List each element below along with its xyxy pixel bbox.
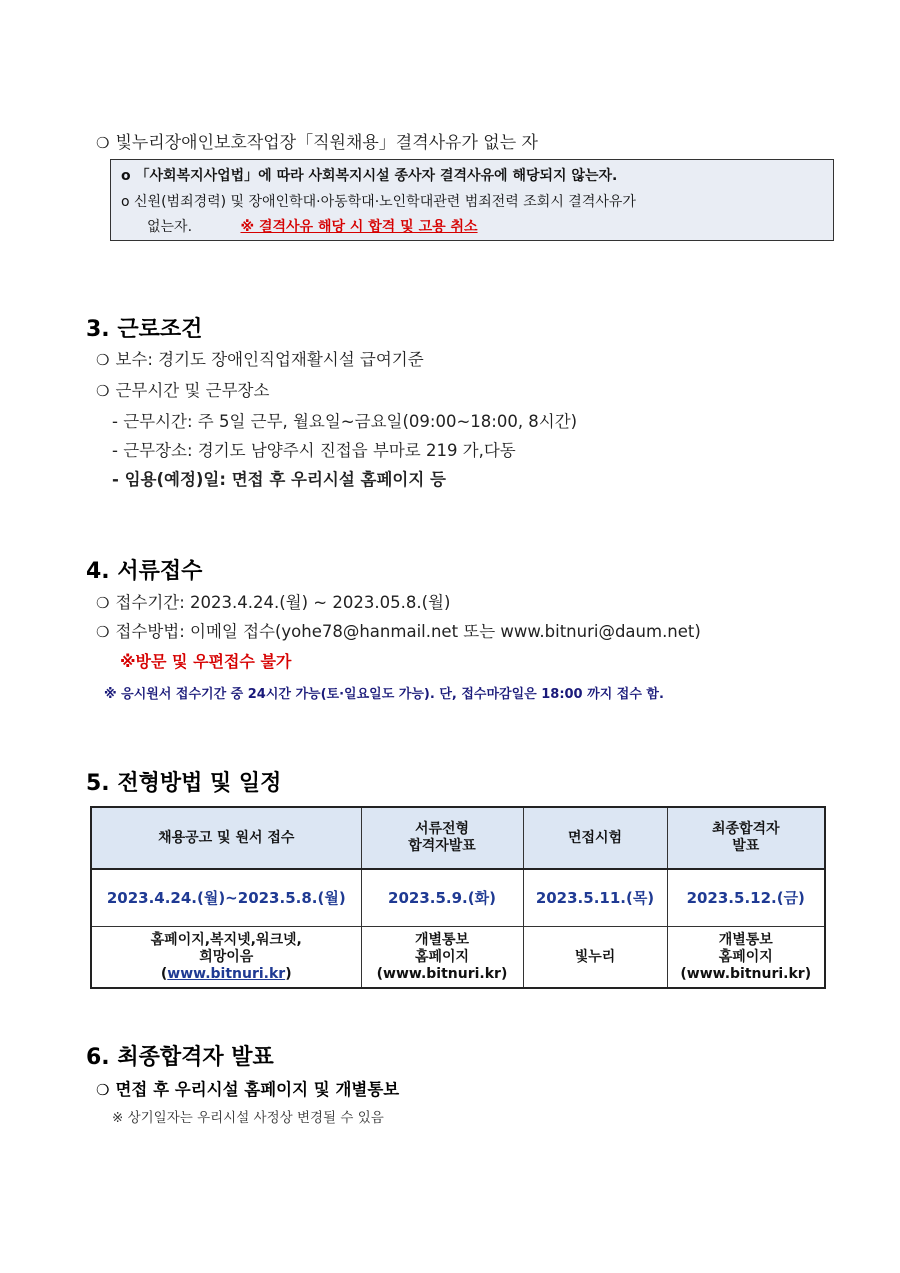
- date-cell: 2023.5.12.(금): [667, 869, 825, 927]
- date-cell: 2023.5.11.(목): [523, 869, 667, 927]
- sub-item: - 임용(예정)일: 면접 후 우리시설 홈페이지 등: [112, 470, 446, 489]
- channel-cell: 개별통보 홈페이지 (www.bitnuri.kr): [361, 927, 523, 989]
- qualification-heading: ❍ 빛누리장애인보호작업장「직원채용」결격사유가 없는 자: [96, 133, 538, 153]
- sub-item: - 근무장소: 경기도 남양주시 진접읍 부마로 219 가,다동: [112, 441, 516, 460]
- visit-mail-warning: ※방문 및 우편접수 불가: [120, 652, 292, 671]
- box-row-2: o 신원(범죄경력) 및 장애인학대·아동학대·노인학대관련 범죄전력 조회시 결격사유가: [121, 194, 636, 210]
- circle-bullet-icon: ❍: [96, 1081, 110, 1099]
- table-row-dates: [91, 869, 825, 927]
- box-row-3: 없는자. ※ 결격사유 해당 시 합격 및 고용 취소: [147, 219, 478, 235]
- list-item: ❍ 근무시간 및 근무장소: [96, 381, 270, 400]
- box-row-1: o 「사회복지사업법」에 따라 사회복지시설 종사자 결격사유에 해당되지 않는자.: [121, 168, 618, 184]
- qualification-box: [110, 159, 834, 241]
- section-title-4: 4. 서류접수: [86, 559, 203, 584]
- channel-cell: 홈페이지,복지넷,워크넷, 희망이음 (www.bitnuri.kr): [91, 927, 361, 989]
- bullet-icon: o: [121, 168, 131, 184]
- date-cell: 2023.4.24.(월)~2023.5.8.(월): [91, 869, 361, 927]
- disqualification-note: ※ 결격사유 해당 시 합격 및 고용 취소: [240, 219, 478, 235]
- circle-bullet-icon: ❍: [96, 594, 110, 612]
- circle-bullet-icon: ❍: [96, 623, 110, 641]
- bullet-icon: o: [121, 194, 130, 210]
- section-title-6: 6. 최종합격자 발표: [86, 1045, 274, 1070]
- list-item: ❍ 면접 후 우리시설 홈페이지 및 개별통보: [96, 1080, 400, 1099]
- schedule-table: [90, 806, 826, 989]
- channel-cell: 개별통보 홈페이지 (www.bitnuri.kr): [667, 927, 825, 989]
- list-item: ❍ 보수: 경기도 장애인직업재활시설 급여기준: [96, 350, 424, 369]
- table-header-cell: 최종합격자 발표: [667, 807, 825, 869]
- date-cell: 2023.5.9.(화): [361, 869, 523, 927]
- section-title-3: 3. 근로조건: [86, 317, 203, 342]
- schedule-change-note: ※ 상기일자는 우리시설 사정상 변경될 수 있음: [112, 1110, 384, 1126]
- homepage-link[interactable]: www.bitnuri.kr: [167, 965, 286, 982]
- table-header-cell: 서류전형 합격자발표: [361, 807, 523, 869]
- table-header-row: [91, 807, 825, 869]
- list-item: ❍ 접수기간: 2023.4.24.(월) ~ 2023.05.8.(월): [96, 593, 451, 612]
- bullet-icon: ❍: [96, 134, 110, 152]
- circle-bullet-icon: ❍: [96, 351, 110, 369]
- table-header-cell: 면접시험: [523, 807, 667, 869]
- table-header-cell: 채용공고 및 원서 접수: [91, 807, 361, 869]
- channel-cell: 빛누리: [523, 927, 667, 989]
- circle-bullet-icon: ❍: [96, 382, 110, 400]
- section-title-5: 5. 전형방법 및 일정: [86, 771, 282, 796]
- table-row-channels: [91, 927, 825, 989]
- sub-item: - 근무시간: 주 5일 근무, 월요일~금요일(09:00~18:00, 8시간): [112, 412, 578, 431]
- reception-note: ※ 응시원서 접수기간 중 24시간 가능(토·일요일도 가능). 단, 접수마감일은 18:00 까지 접수 함.: [104, 687, 664, 702]
- list-item: ❍ 접수방법: 이메일 접수(yohe78@hanmail.net 또는 www.bitnuri@daum.net): [96, 622, 701, 641]
